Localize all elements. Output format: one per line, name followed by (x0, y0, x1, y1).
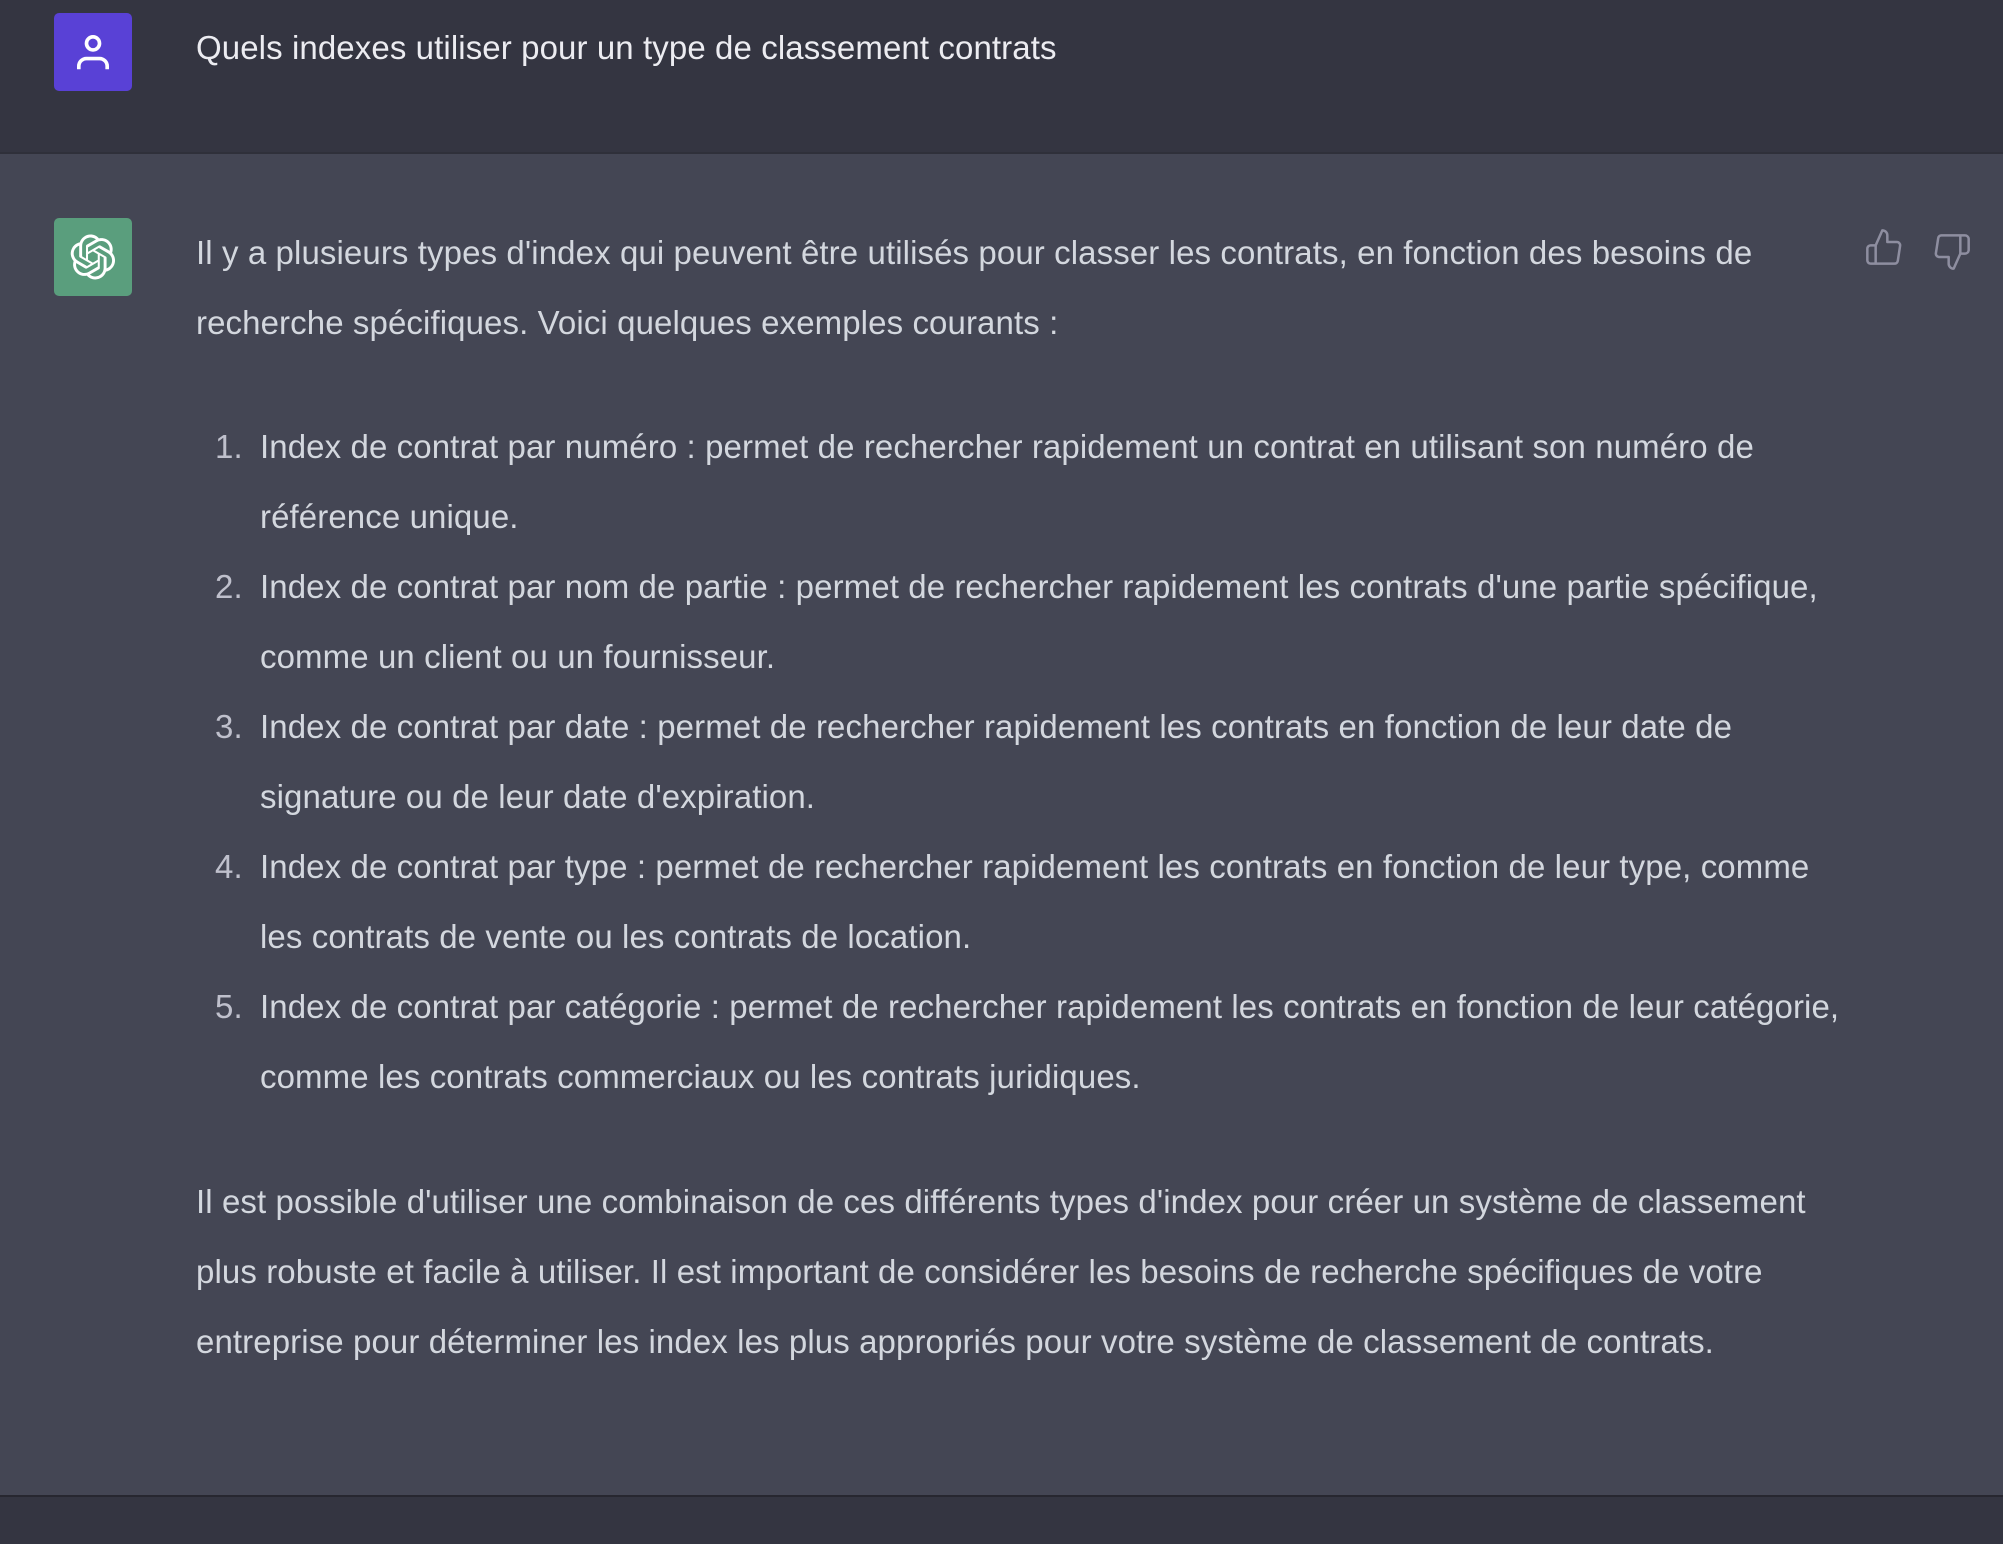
assistant-message (196, 218, 1858, 1377)
user-icon (70, 29, 116, 75)
feedback-actions (1863, 226, 1973, 268)
user-message-row (0, 0, 2003, 152)
list-item: 5. Index de contrat par catégorie : permet de rechercher rapidement les contrats en fonction de leur catégorie, comme les contrats commerciaux ou les contrats juridiques. (252, 972, 1858, 1112)
list-item: 1. Index de contrat par numéro : permet de rechercher rapidement un contrat en utilisant son numéro de référence unique. (252, 412, 1858, 552)
bottom-strip (0, 1495, 2003, 1544)
assistant-outro-paragraph: Il est possible d'utiliser une combinaison de ces différents types d'index pour créer un système de classement plus robuste et facile à utiliser. Il est important de considérer les besoins de recherche spécifiques de votre entreprise pour déterminer les index les plus appropriés pour votre système de classement de contrats. (196, 1183, 1806, 1360)
assistant-avatar (54, 218, 132, 296)
user-avatar (54, 13, 132, 91)
thumbs-down-button[interactable] (1931, 231, 1973, 273)
assistant-message-row (0, 152, 2003, 1495)
thumbs-up-icon (1864, 227, 1904, 267)
assistant-intro-paragraph: Il y a plusieurs types d'index qui peuvent être utilisés pour classer les contrats, en fonction des besoins de recherche spécifiques. Voici quelques exemples courants : (196, 234, 1753, 341)
user-message-text: Quels indexes utiliser pour un type de classement contrats (196, 29, 1057, 66)
index-types-list (196, 412, 1858, 1112)
list-item: 2. Index de contrat par nom de partie : permet de rechercher rapidement les contrats d'une partie spécifique, comme un client ou un fournisseur. (252, 552, 1858, 692)
user-message (196, 13, 1858, 83)
thumbs-up-button[interactable] (1863, 226, 1905, 268)
list-item: 3. Index de contrat par date : permet de rechercher rapidement les contrats en fonction de leur date de signature ou de leur date d'expiration. (252, 692, 1858, 832)
openai-logo-icon (70, 234, 116, 280)
list-item: 4. Index de contrat par type : permet de rechercher rapidement les contrats en fonction de leur type, comme les contrats de vente ou les contrats de location. (252, 832, 1858, 972)
thumbs-down-icon (1932, 232, 1972, 272)
